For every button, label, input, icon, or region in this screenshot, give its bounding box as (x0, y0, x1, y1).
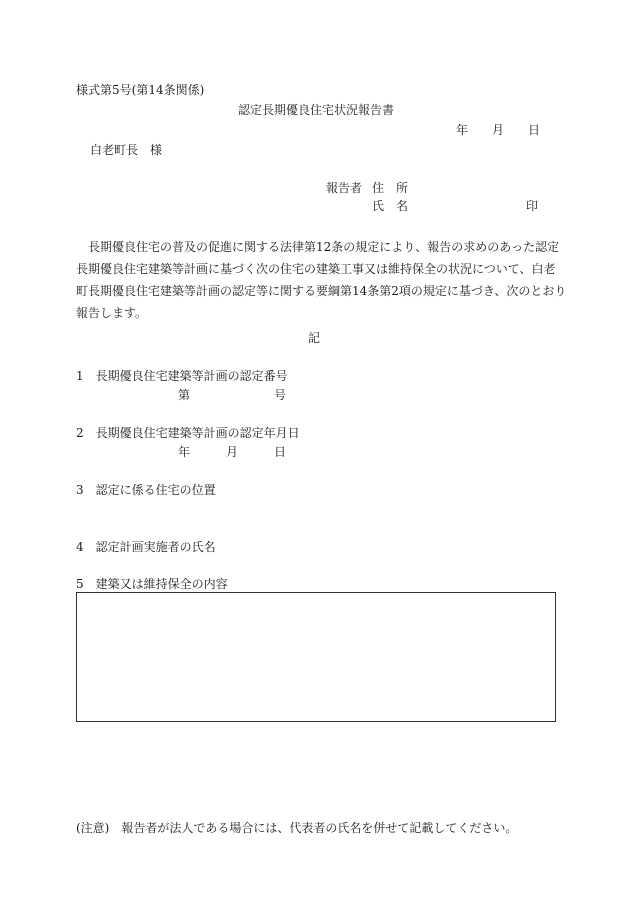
item-1-label: 1 長期優良住宅建築等計画の認定番号 (76, 369, 288, 383)
form-title: 認定長期優良住宅状況報告書 (238, 103, 395, 117)
item-2-month: 月 (226, 445, 239, 459)
report-body (76, 236, 567, 324)
note-text: (注意) 報告者が法人である場合には、代表者の氏名を併せて記載してください。 (76, 821, 518, 835)
body-line: 長期優良住宅の普及の促進に関する法律第12条の規定により、報告の求めのあった認定 (88, 240, 560, 254)
date-day-label: 日 (528, 123, 541, 137)
item-3-label: 3 認定に係る住宅の位置 (76, 483, 216, 497)
form-number: 様式第5号(第14条関係) (76, 83, 205, 97)
item-2-year: 年 (178, 445, 191, 459)
item-2-day: 日 (274, 445, 287, 459)
body-line: 長期優良住宅建築等計画に基づく次の住宅の建築工事又は維持保全の状況について、白老 (76, 262, 556, 276)
item-2-label: 2 長期優良住宅建築等計画の認定年月日 (76, 426, 300, 440)
reporter-label: 報告者 (326, 181, 363, 195)
date-month-label: 月 (492, 123, 505, 137)
addressee: 白老町長 様 (90, 143, 163, 157)
item-1-go: 号 (274, 388, 287, 402)
body-line: 町長期優良住宅建築等計画の認定等に関する要綱第14条第2項の規定に基づき、次のとおり (76, 284, 567, 298)
seal-mark: 印 (526, 199, 539, 213)
date-year-label: 年 (456, 123, 469, 137)
item-4-label: 4 認定計画実施者の氏名 (76, 540, 216, 554)
body-line: 報告します。 (76, 306, 148, 320)
reporter-address-label: 住 所 (372, 181, 409, 195)
reporter-name-label: 氏 名 (372, 199, 409, 213)
content-box (76, 592, 556, 722)
ki-heading: 記 (308, 331, 321, 345)
item-1-dai: 第 (178, 388, 191, 402)
item-5-label: 5 建築又は維持保全の内容 (76, 577, 228, 591)
